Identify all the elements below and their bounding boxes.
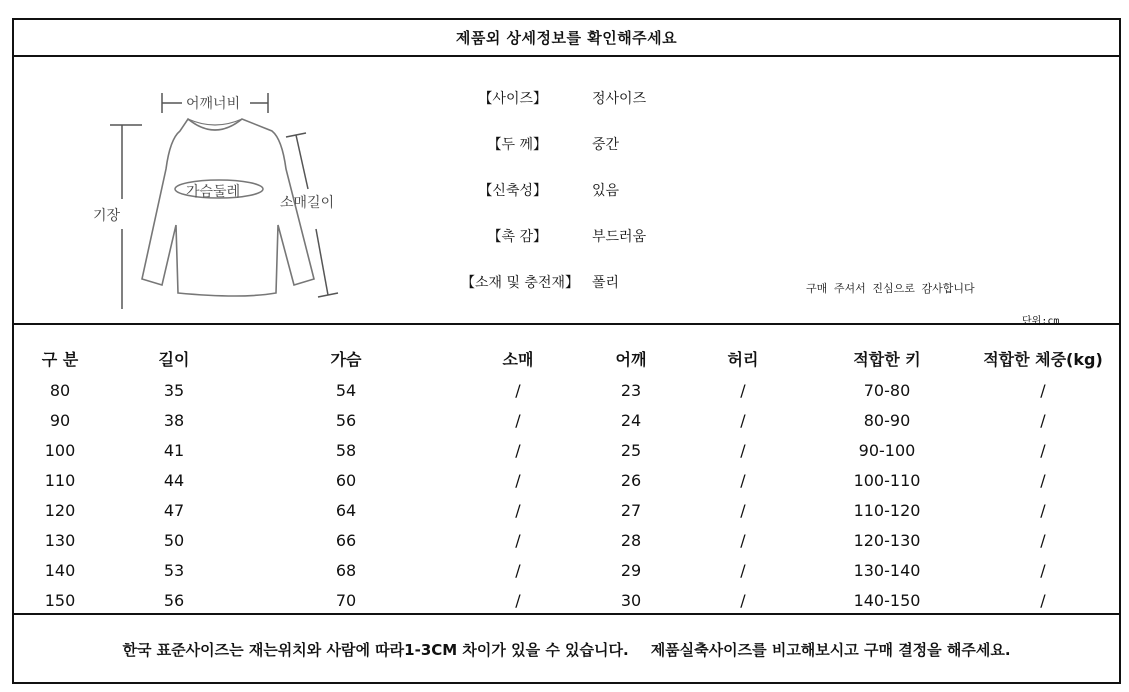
property-value: 중간	[592, 137, 620, 153]
header-cell: 구 분	[41, 350, 79, 369]
size-table	[14, 325, 1119, 615]
header-cell: 적합한 체중(kg)	[983, 350, 1103, 369]
thanks-message: 구매 주셔서 진심으로 감사합니다	[806, 282, 975, 295]
table-cell: 64	[335, 501, 357, 520]
table-cell: /	[740, 381, 746, 400]
table-cell: 53	[163, 561, 185, 580]
note-part-1: 한국 표준사이즈는 재는위치와 사람에 따라1-3CM 차이가 있을 수 있습니다.	[122, 641, 629, 659]
table-cell: /	[515, 441, 521, 460]
table-cell: 38	[163, 411, 185, 430]
table-cell: 60	[335, 471, 357, 490]
table-cell: 140	[44, 561, 76, 580]
page-title	[14, 20, 1119, 57]
table-cell: /	[515, 591, 521, 610]
table-cell: 24	[620, 411, 642, 430]
table-cell: /	[740, 471, 746, 490]
table-cell: 80-90	[863, 411, 911, 430]
shoulder-width-label: 어깨너비	[186, 96, 241, 112]
table-cell: 110-120	[853, 501, 921, 520]
header-cell: 허리	[727, 350, 759, 369]
table-cell: 90	[49, 411, 71, 430]
table-cell: 120	[44, 501, 76, 520]
table-cell: 110	[44, 471, 76, 490]
table-cell: /	[1040, 381, 1046, 400]
table-cell: /	[740, 531, 746, 550]
table-cell: /	[740, 411, 746, 430]
table-cell: /	[740, 591, 746, 610]
property-value: 정사이즈	[592, 91, 647, 107]
length-label: 기장	[93, 208, 121, 224]
table-cell: 23	[620, 381, 642, 400]
table-cell: 44	[163, 471, 185, 490]
property-key: 【소재 및 충전재】	[460, 275, 579, 291]
size-disclaimer-note	[14, 615, 1119, 684]
table-cell: 25	[620, 441, 642, 460]
table-cell: /	[515, 411, 521, 430]
table-cell: /	[1040, 501, 1046, 520]
table-cell: /	[1040, 441, 1046, 460]
table-cell: 70	[335, 591, 357, 610]
product-info-section	[14, 57, 1119, 325]
table-cell: 66	[335, 531, 357, 550]
table-cell: 150	[44, 591, 76, 610]
table-cell: 27	[620, 501, 642, 520]
property-value: 부드러움	[592, 229, 647, 245]
table-cell: /	[1040, 531, 1046, 550]
property-key: 【촉 감】	[487, 229, 547, 245]
table-cell: 130-140	[853, 561, 921, 580]
table-row	[14, 381, 1119, 411]
table-cell: 56	[335, 411, 357, 430]
table-cell: 30	[620, 591, 642, 610]
table-cell: 50	[163, 531, 185, 550]
table-cell: 70-80	[863, 381, 911, 400]
table-cell: /	[515, 471, 521, 490]
chest-label: 가슴둘레	[186, 184, 241, 200]
table-cell: /	[740, 441, 746, 460]
table-cell: 120-130	[853, 531, 921, 550]
table-row	[14, 561, 1119, 591]
table-cell: /	[740, 501, 746, 520]
table-cell: 130	[44, 531, 76, 550]
property-key: 【사이즈】	[478, 91, 547, 107]
header-cell: 길이	[158, 350, 190, 369]
table-cell: 56	[163, 591, 185, 610]
table-cell: 54	[335, 381, 357, 400]
property-value: 폴리	[592, 275, 620, 291]
table-cell: 68	[335, 561, 357, 580]
table-cell: /	[515, 381, 521, 400]
table-cell: 80	[49, 381, 71, 400]
note-part-2: 제품실축사이즈를 비고해보시고 구매 결정을 해주세요.	[650, 641, 1011, 659]
header-cell: 적합한 키	[853, 350, 921, 369]
property-key: 【두 께】	[487, 137, 547, 153]
table-cell: /	[515, 501, 521, 520]
table-cell: 28	[620, 531, 642, 550]
table-row	[14, 441, 1119, 471]
table-row	[14, 471, 1119, 501]
table-cell: /	[1040, 591, 1046, 610]
size-info-frame	[12, 18, 1121, 684]
table-cell: 90-100	[858, 441, 916, 460]
table-cell: 47	[163, 501, 185, 520]
table-cell: /	[1040, 411, 1046, 430]
table-cell: /	[1040, 471, 1046, 490]
table-cell: 58	[335, 441, 357, 460]
table-cell: 41	[163, 441, 185, 460]
table-cell: 100	[44, 441, 76, 460]
table-cell: 29	[620, 561, 642, 580]
table-row	[14, 501, 1119, 531]
table-row	[14, 531, 1119, 561]
table-cell: /	[515, 531, 521, 550]
header-cell: 소매	[502, 350, 534, 369]
table-cell: /	[740, 561, 746, 580]
header-cell: 가슴	[330, 350, 362, 369]
table-row	[14, 411, 1119, 441]
property-value: 있음	[592, 183, 620, 199]
page-title-text: 제품외 상세정보를 확인해주세요	[455, 29, 678, 47]
table-cell: 26	[620, 471, 642, 490]
garment-diagram	[82, 79, 362, 309]
property-key: 【신축성】	[478, 183, 547, 199]
table-cell: /	[515, 561, 521, 580]
table-cell: /	[1040, 561, 1046, 580]
table-cell: 100-110	[853, 471, 921, 490]
table-cell: 140-150	[853, 591, 921, 610]
table-cell: 35	[163, 381, 185, 400]
header-cell: 어깨	[615, 350, 647, 369]
sleeve-length-label: 소매길이	[280, 195, 335, 211]
unit-label: 단위:cm	[1022, 316, 1060, 327]
